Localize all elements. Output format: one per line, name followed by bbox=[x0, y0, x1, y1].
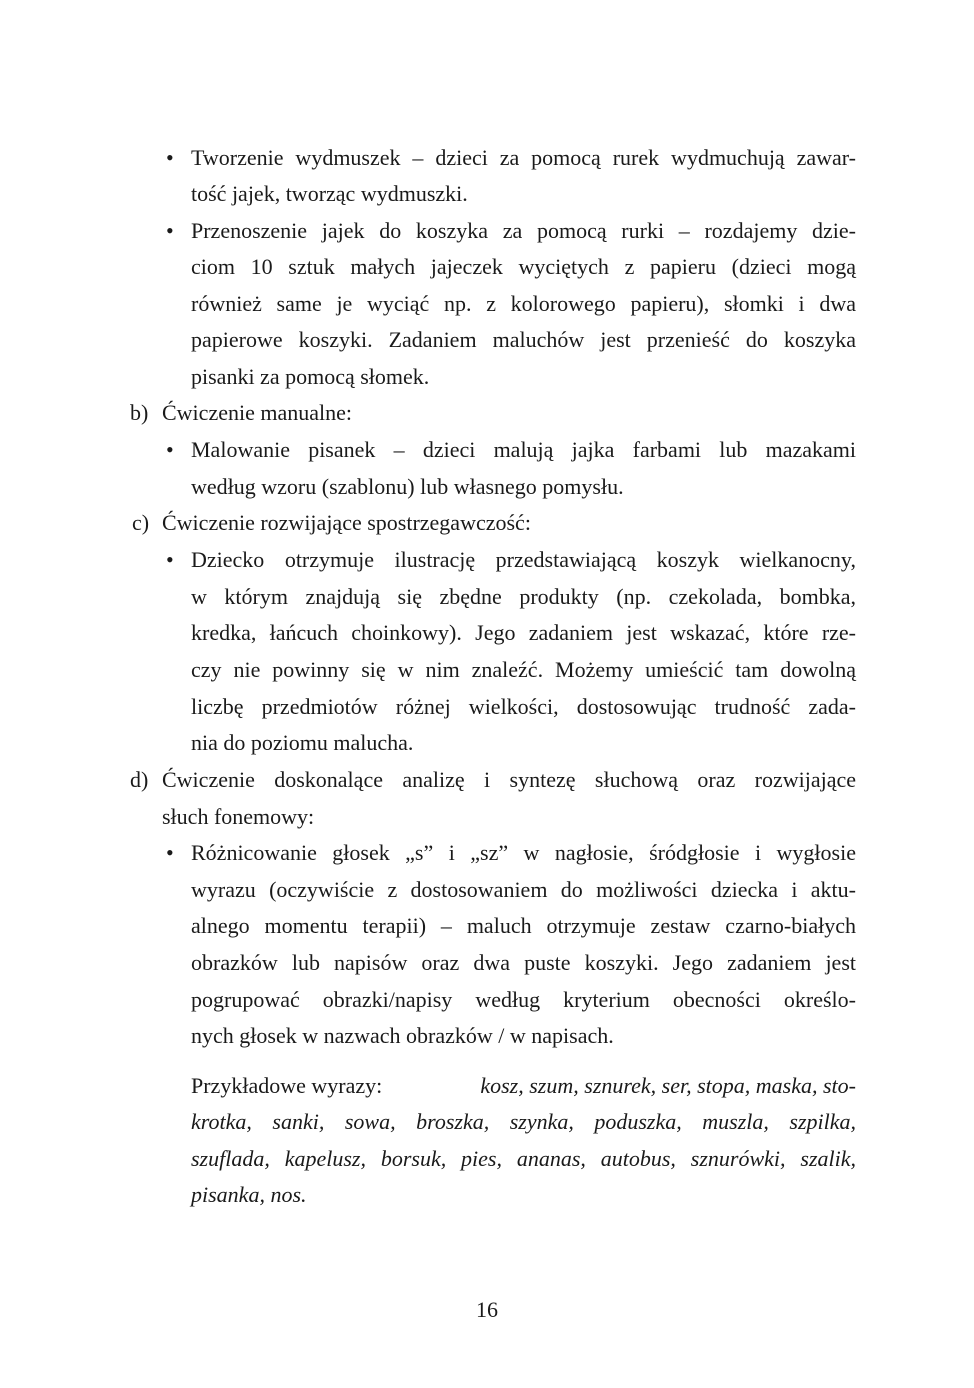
text-line: tość jajek, tworząc wydmuszki. bbox=[191, 181, 468, 206]
section-marker: d) bbox=[130, 767, 149, 792]
text-line: nia do poziomu malucha. bbox=[191, 730, 414, 755]
text-line: Tworzenie wydmuszek – dzieci za pomocą rurek wydmuchują zawar- bbox=[191, 145, 856, 170]
text-line: Dziecko otrzymuje ilustrację przedstawiającą koszyk wielkanocny, bbox=[191, 547, 856, 572]
bullet-marker: • bbox=[166, 437, 174, 462]
text-line: Różnicowanie głosek „s” i „sz” w nagłosie, śródgłosie i wygłosie bbox=[191, 840, 856, 865]
bullet-marker: • bbox=[166, 218, 174, 243]
text-line: kredka, łańcuch choinkowy). Jego zadaniem jest wskazać, które rze- bbox=[191, 620, 856, 645]
page-number: 16 bbox=[476, 1297, 498, 1322]
text-line: liczbę przedmiotów różnej wielkości, dostosowując trudność zada- bbox=[191, 694, 856, 719]
examples-words: krotka, sanki, sowa, broszka, szynka, poduszka, muszla, szpilka, bbox=[191, 1109, 856, 1134]
examples-words: szuflada, kapelusz, borsuk, pies, ananas, autobus, sznurówki, szalik, bbox=[191, 1146, 856, 1171]
text-line: ciom 10 sztuk małych jajeczek wyciętych z papieru (dzieci mogą bbox=[191, 254, 856, 279]
text-line: obrazków lub napisów oraz dwa puste koszyki. Jego zadaniem jest bbox=[191, 950, 856, 975]
text-line: papierowe koszyki. Zadaniem maluchów jest przenieść do koszyka bbox=[191, 327, 856, 352]
text-line: Malowanie pisanek – dzieci malują jajka farbami lub mazakami bbox=[191, 437, 856, 462]
examples-words: pisanka, nos. bbox=[191, 1182, 307, 1207]
examples-label: Przykładowe wyrazy: bbox=[191, 1073, 383, 1098]
section-marker: b) bbox=[130, 400, 149, 425]
text-line: czy nie powinny się w nim znaleźć. Możemy umieścić tam dowolną bbox=[191, 657, 856, 682]
text-line: pisanki za pomocą słomek. bbox=[191, 364, 430, 389]
section-marker: c) bbox=[132, 510, 150, 535]
text-line: nych głosek w nazwach obrazków / w napisach. bbox=[191, 1023, 614, 1048]
text-line: wyrazu (oczywiście z dostosowaniem do możliwości dziecka i aktu- bbox=[191, 877, 856, 902]
section-heading: słuch fonemowy: bbox=[162, 804, 315, 829]
examples-words: kosz, szum, sznurek, ser, stopa, maska, sto- bbox=[480, 1073, 856, 1098]
examples-first-line bbox=[191, 1073, 856, 1099]
text-line: w którym znajdują się zbędne produkty (np. czekolada, bombka, bbox=[191, 584, 856, 609]
text-line: według wzoru (szablonu) lub własnego pomysłu. bbox=[191, 474, 624, 499]
text-line: pogrupować obrazki/napisy według kryterium obecności określo- bbox=[191, 987, 856, 1012]
text-line: Przenoszenie jajek do koszyka za pomocą rurki – rozdajemy dzie- bbox=[191, 218, 856, 243]
bullet-marker: • bbox=[166, 145, 174, 170]
bullet-marker: • bbox=[166, 547, 174, 572]
section-heading: Ćwiczenie rozwijające spostrzegawczość: bbox=[162, 510, 531, 535]
text-line: również same je wyciąć np. z kolorowego papieru), słomki i dwa bbox=[191, 291, 856, 316]
section-heading: Ćwiczenie doskonalące analizę i syntezę słuchową oraz rozwijające bbox=[162, 767, 856, 792]
text-line: alnego momentu terapii) – maluch otrzymuje zestaw czarno-białych bbox=[191, 913, 856, 938]
bullet-marker: • bbox=[166, 840, 174, 865]
section-heading: Ćwiczenie manualne: bbox=[162, 400, 352, 425]
